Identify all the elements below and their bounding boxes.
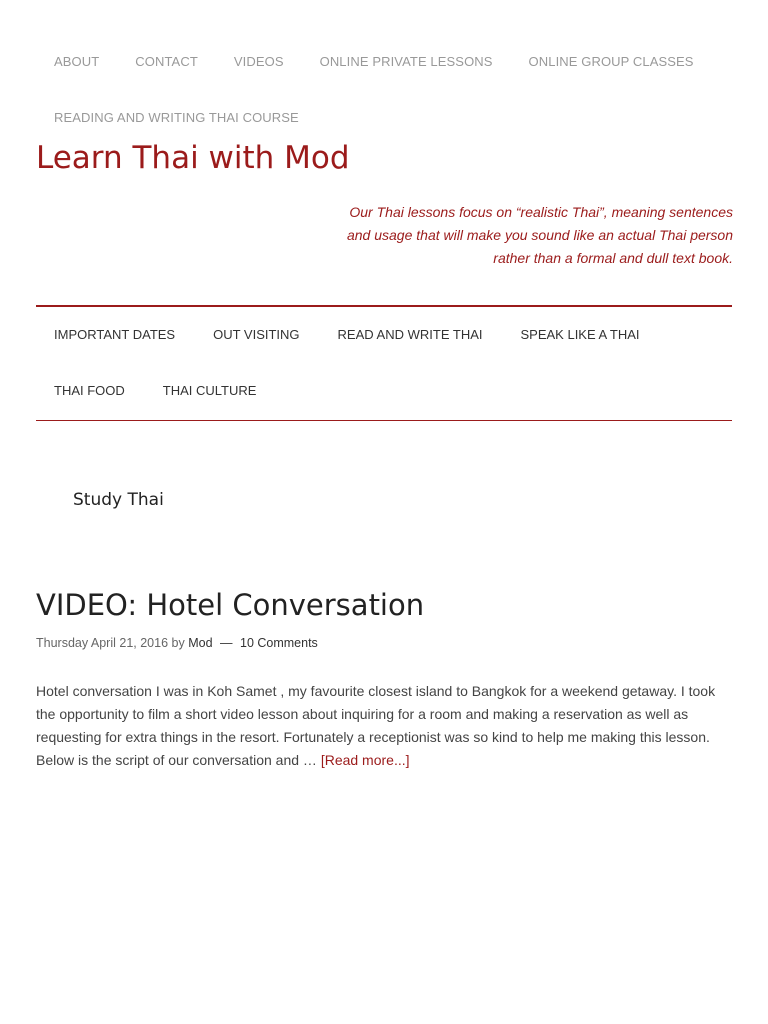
main-nav-item-thai-culture[interactable]: THAI CULTURE <box>162 383 257 398</box>
main-nav-list <box>36 307 676 419</box>
read-more-link[interactable]: [Read more...] <box>320 752 410 768</box>
main-nav-item-thai-food[interactable]: THAI FOOD <box>54 383 125 398</box>
meta-separator: — <box>220 636 233 650</box>
main-nav-item-out-visiting[interactable]: OUT VISITING <box>213 327 300 342</box>
post-date: Thursday April 21, 2016 <box>36 636 169 650</box>
site-title[interactable]: Learn Thai with Mod <box>36 140 350 176</box>
top-nav-item-contact[interactable]: CONTACT <box>135 54 198 69</box>
top-nav-item-online-group-classes[interactable]: ONLINE GROUP CLASSES <box>528 54 694 69</box>
post-comments-link[interactable]: 10 Comments <box>240 636 318 650</box>
post-author-link[interactable]: Mod <box>188 636 213 650</box>
post-title[interactable]: VIDEO: Hotel Conversation <box>36 588 425 622</box>
archive-title: Study Thai <box>73 490 164 510</box>
main-navigation <box>36 305 732 421</box>
main-nav-item-read-write-thai[interactable]: READ AND WRITE THAI <box>337 327 483 342</box>
main-nav-item-speak-like-a-thai[interactable]: SPEAK LIKE A THAI <box>520 327 640 342</box>
top-navigation <box>36 34 732 146</box>
top-nav-list <box>36 34 732 146</box>
top-nav-item-online-private-lessons[interactable]: ONLINE PRIVATE LESSONS <box>319 54 493 69</box>
top-nav-item-reading-writing-course[interactable]: READING AND WRITING THAI COURSE <box>54 110 299 125</box>
main-nav-item-important-dates[interactable]: IMPORTANT DATES <box>54 327 176 342</box>
site-tagline: Our Thai lessons focus on “realistic Thai”, meaning sentences and usage that will make you sound like an actual Thai person rather than a formal and dull text book. <box>346 204 733 266</box>
top-nav-item-videos[interactable]: VIDEOS <box>233 54 284 69</box>
post-by-label: by <box>171 636 185 650</box>
post-meta <box>36 633 318 653</box>
post-excerpt-text: Hotel conversation I was in Koh Samet , my favourite closest island to Bangkok for a weekend getaway. I took the opportunity to film a short video lesson about inquiring for a room and making a reservation as well as requesting for extra things in the resort. Fortunately a receptionist was so kind to help me making this lesson. Below is the script of our conversation and … <box>36 683 716 768</box>
post-excerpt <box>36 680 726 772</box>
top-nav-item-about[interactable]: ABOUT <box>54 54 100 69</box>
